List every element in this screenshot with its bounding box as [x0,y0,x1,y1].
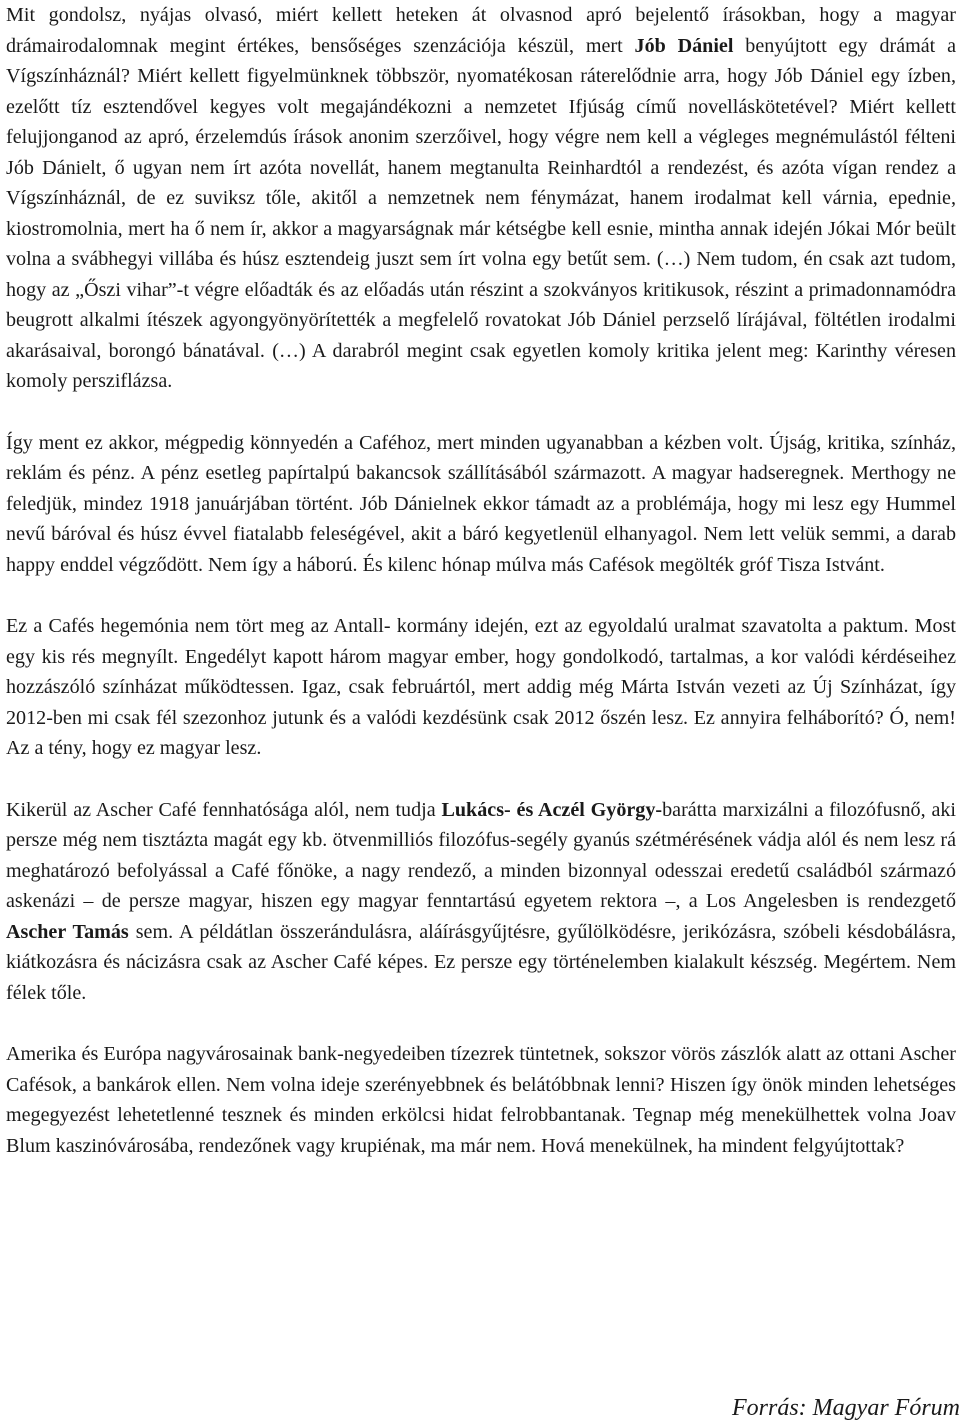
paragraph: Amerika és Európa nagyvárosainak bank-negyedeiben tízezrek tüntetnek, sokszor vörös zászlók alatt az ottani Ascher Cafésok, a bankárok ellen. Nem volna ideje szerényebbnek és belátóbbnak lenni? Hiszen így önök minden lehetséges megegyezést lehetetlenné tesznek és minden erkölcsi hidat felrobbantanak. Tegnap még menekülhettek volna Joav Blum kaszinóvárosába, rendezőnek vagy krupiénak, ma már nem. Hová menekülnek, ha mindent felgyújtottak? [6,1043,956,1157]
paragraph: Így ment ez akkor, mégpedig könnyedén a Caféhoz, mert minden ugyanabban a kézben volt. Újság, kritika, színház, reklám és pénz. A pénz esetleg papírtalpú bakancsok szállításából származott. A magyar hadseregnek. Merthogy ne feledjük, mindez 1918 januárjában történt. Jób Dánielnek ekkor támadt az a problémája, hogy mi lesz egy Hummel nevű báróval és húsz évvel fiatalabb feleségével, akit a báró kegyetlenül elhanyagol. Nem lett velük semmi, a darab happy enddel végződött. Nem így a háború. És kilenc hónap múlva más Cafésok megölték gróf Tisza Istvánt. [6,431,956,576]
bold-name: Lukács- és Aczél György- [441,798,663,821]
bold-name: Jób Dániel [634,34,734,57]
paragraph: Mit gondolsz, nyájas olvasó, miért kellett heteken át olvasnod apró bejelentő írásokban, hogy a magyar drámairodalomnak megint értékes, bensőséges szenzációja készül, mert Jób Dániel benyújtott egy drámát a Vígszínháznál? Miért kellett figyelmünknek többször, nyomatékosan ráterelődnie arra, hogy Jób Dániel egy ízben, ezelőtt tíz esztendővel kegyes volt megajándékozni a nemzetet Ifjúság című novelláskötetével? Miért kellett felujjonganod az apró, érzelemdús írások anonim szerzőivel, hogy végre nem kell a végleges megnémulástól félteni Jób Dánielt, ő ugyan nem írt azóta novellát, hanem megtanulta Reinhardtól a rendezést, és azóta vígan rendez a Vígszínháznál, de ez suviksz tőle, akitől a nemzetnek nem fénymázat, hanem irodalmat kell várnia, epednie, kiostromolnia, mert ha ő nem ír, akkor a magyarságnak már kétségbe kell esnie, mintha annak idején Jókai Mór beült volna a svábhegyi villába és húsz esztendeig juszt sem írt volna egy betűt sem. (…) Nem tudom, én csak azt tudom, hogy az „Őszi vihar”-t végre előadták és az előadás után részint a szokványos kritikusok, részint a primadonnamódra beugrott alkalmi ítészek agyongyönyörítették a megfelelő rovatokat Jób Dániel perzselő lírájával, föltétlen irodalmi akarásaival, borongó bánatával. (…) A darabról megint csak egyetlen komoly kritika jelent meg: Karinthy véresen komoly persziflázsa. [6,4,956,392]
bold-name: Ascher Tamás [6,920,129,943]
source-credit: Forrás: Magyar Fórum [732,1395,960,1421]
paragraph: Kikerül az Ascher Café fennhatósága alól, nem tudja Lukács- és Aczél György-barátta marxizálni a filozófusnő, aki persze még nem tisztázta magát egy kb. ötvenmilliós filozófus-segély gyanús szétmérésének vádja alól és nem lesz rá meghatározó befolyással a Café főnöke, a nagy rendező, a minden bizonnyal odesszai eredetű családból származó askenázi – de persze magyar, hiszen egy magyar fenntartású egyetem rektora –, a Los Angelesben is rendezgető Ascher Tamás sem. A példátlan összerándulásra, aláírásgyűjtésre, gyűlölködésre, jerikózásra, szóbeli késdobálásra, kiátkozásra és nácizásra csak az Ascher Café képes. Ez persze egy történelemben kialakult készség. Megértem. Nem félek tőle. [6,798,957,1004]
paragraph: Ez a Cafés hegemónia nem tört meg az Antall- kormány idején, ezt az egyoldalú uralmat szavatolta a paktum. Most egy kis rés megnyílt. Engedélyt kapott három magyar ember, hogy gondolkodó, tartalmas, a kor valódi kérdéseihez hozzászóló színházat működtessen. Igaz, csak februártól, mert addig még Márta István vezeti az Új Színházat, így 2012-ben mi csak fél szezonhoz jutunk és a valódi kezdésünk csak 2012 őszén lesz. Ez annyira felháborító? Ó, nem! Az a tény, hogy ez magyar lesz. [6,615,956,759]
article-body [6,0,956,1161]
